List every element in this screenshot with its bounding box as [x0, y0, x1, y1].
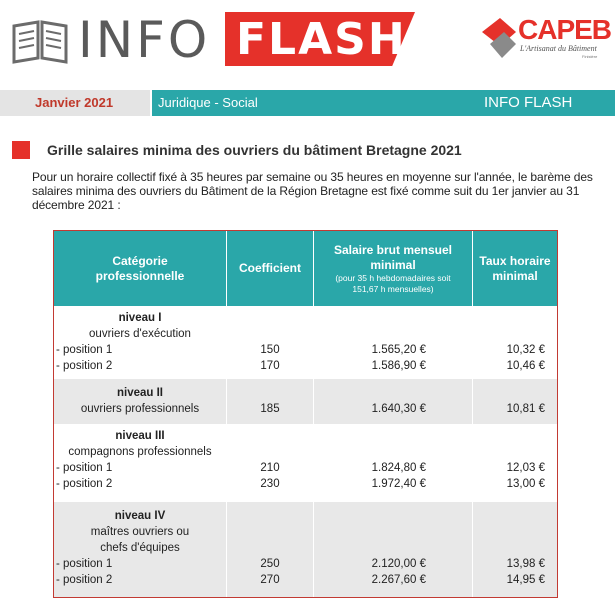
column-divider	[313, 231, 314, 597]
hourly-value: 10,32 €	[506, 344, 545, 356]
info-title: INFO	[78, 11, 211, 69]
salary-value: 2.267,60 €	[371, 574, 426, 586]
header-coefficient: Coefficient	[238, 261, 301, 275]
nav-date: Janvier 2021	[0, 90, 150, 116]
hourly-value: 10,81 €	[506, 403, 545, 415]
column-divider	[226, 231, 227, 597]
salary-value: 2.120,00 €	[371, 558, 426, 570]
table-row	[54, 306, 557, 379]
position-label: - position 2	[56, 478, 113, 490]
coefficient-value: 185	[260, 403, 280, 415]
section-marker	[12, 141, 30, 159]
level-desc: ouvriers professionnels	[80, 403, 200, 415]
salary-value: 1.640,30 €	[371, 403, 426, 415]
section-title: Grille salaires minima des ouvriers du bâtiment Bretagne 2021	[47, 142, 462, 158]
nav-tag: INFO FLASH	[462, 90, 615, 116]
coefficient-value: 150	[260, 344, 280, 356]
level-label: niveau I	[118, 312, 162, 324]
level-desc: compagnons professionnels	[68, 446, 212, 458]
hourly-value: 13,98 €	[506, 558, 545, 570]
table-row	[54, 424, 557, 502]
coefficient-value: 270	[260, 574, 280, 586]
intro-paragraph: Pour un horaire collectif fixé à 35 heures par semaine ou 35 heures en moyenne sur l'année, le barème des salaires minima des ouvriers du Bâtiment de la Région Bretagne est fixé comme suit du 1er janvier au 31 décembre 2021 :	[32, 170, 593, 212]
coefficient-value: 170	[260, 360, 280, 372]
navbar	[0, 90, 615, 116]
salary-table	[53, 230, 558, 598]
level-desc: chefs d'équipes	[100, 542, 180, 554]
coefficient-value: 230	[260, 478, 280, 490]
logo-tagline: L'Artisanat du Bâtiment	[520, 44, 597, 53]
salary-value: 1.972,40 €	[371, 478, 426, 490]
table-header	[54, 231, 557, 306]
level-label: niveau IV	[114, 510, 166, 522]
level-label: niveau II	[116, 387, 164, 399]
hourly-value: 14,95 €	[506, 574, 545, 586]
table-row	[54, 502, 557, 597]
book-icon	[10, 18, 70, 66]
header-category: Catégorie professionnelle	[95, 253, 185, 283]
level-desc: ouvriers d'exécution	[89, 328, 191, 340]
position-label: - position 1	[56, 558, 113, 570]
hourly-value: 10,46 €	[506, 360, 545, 372]
flash-title: FLASH	[236, 14, 407, 65]
logo-sub: Finistère	[582, 54, 598, 59]
position-label: - position 1	[56, 462, 113, 474]
hourly-value: 12,03 €	[506, 462, 545, 474]
coefficient-value: 250	[260, 558, 280, 570]
level-desc: maîtres ouvriers ou	[90, 526, 190, 538]
header-hourly: Taux horaire minimal	[479, 253, 551, 283]
coefficient-value: 210	[260, 462, 280, 474]
salary-value: 1.565,20 €	[371, 344, 426, 356]
position-label: - position 1	[56, 344, 113, 356]
salary-value: 1.586,90 €	[371, 360, 426, 372]
hourly-value: 13,00 €	[506, 478, 545, 490]
header	[0, 0, 615, 90]
position-label: - position 2	[56, 360, 113, 372]
logo-name: CAPEB	[518, 14, 612, 45]
nav-topic: Juridique - Social	[152, 90, 462, 116]
table-row	[54, 379, 557, 424]
salary-value: 1.824,80 €	[371, 462, 426, 474]
level-label: niveau III	[115, 430, 165, 442]
header-salary: Salaire brut mensuel minimal (pour 35 h hebdomadaires soit 151,67 h mensuelles)	[333, 242, 453, 294]
column-divider	[472, 231, 473, 597]
position-label: - position 2	[56, 574, 113, 586]
